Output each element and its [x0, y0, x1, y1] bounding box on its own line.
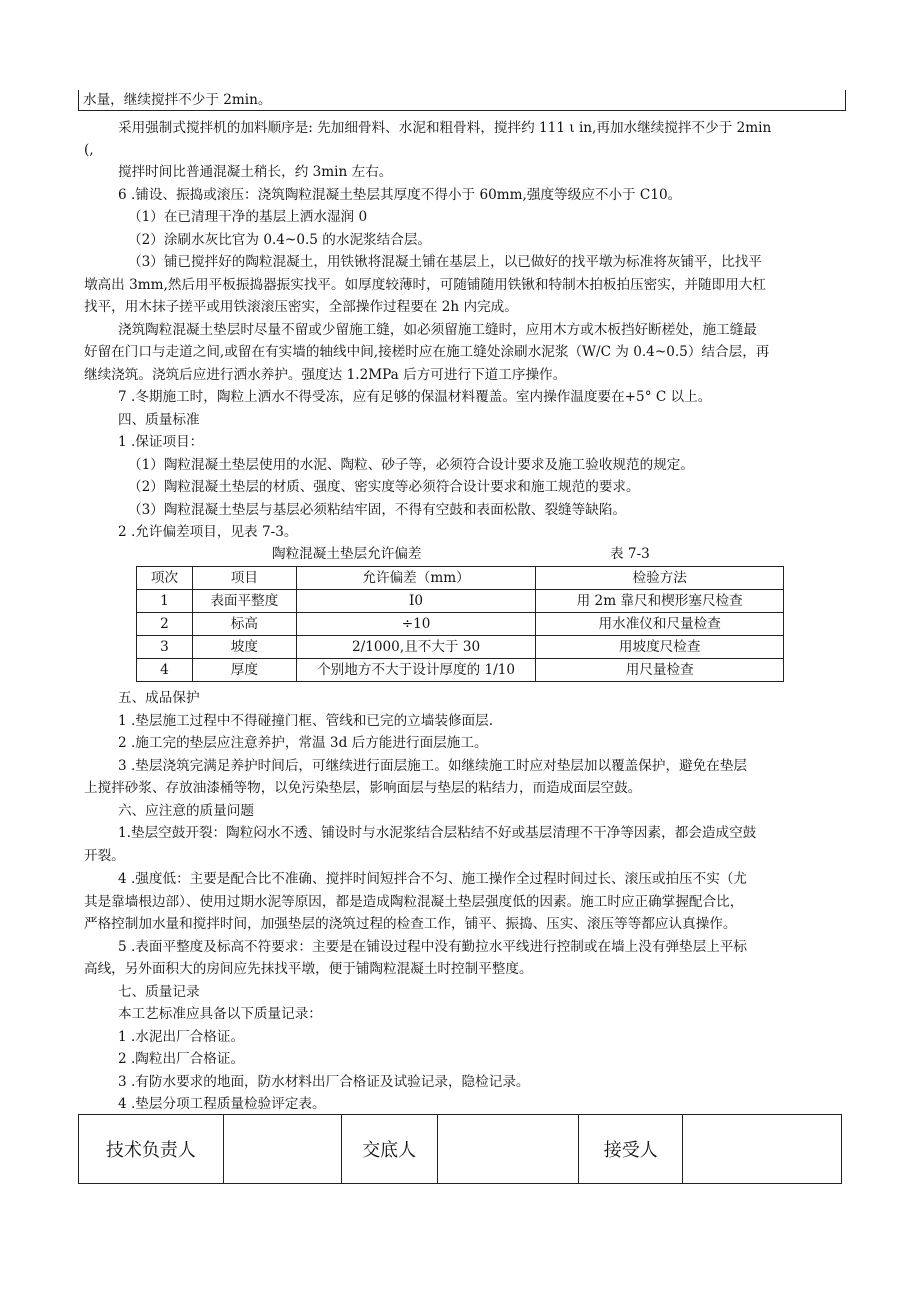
- paragraph-line: （1）在已清理干净的基层上洒水湿润 0: [128, 209, 368, 225]
- table-cell: 3: [137, 636, 193, 659]
- table-cell: 坡度: [192, 636, 296, 659]
- table-cell: 厚度: [192, 659, 296, 682]
- table-row: [137, 590, 784, 613]
- section-heading: 七、质量记录: [118, 984, 200, 1000]
- paragraph-line: 浇筑陶粒混凝土垫层时尽量不留或少留施工缝，如必须留施工缝时，应用木方或木板挡好断槎处，施工缝最: [118, 322, 757, 338]
- paragraph-line: 2 .陶粒出厂合格证。: [118, 1051, 245, 1067]
- table-cell: 4: [137, 659, 193, 682]
- section-heading: 六、应注意的质量问题: [118, 803, 254, 819]
- paragraph-line: 2 .允许偏差项目，见表 7-3。: [118, 524, 298, 540]
- section-heading: 五、成品保护: [118, 690, 200, 706]
- paragraph-line: 6 .铺设、振捣或滚压：浇筑陶粒混凝土垫层其厚度不得小于 60mm,强度等级应不小于 C10。: [118, 187, 682, 203]
- paragraph-line: 5 .表面平整度及标高不符要求：主要是在铺设过程中没有勤拉水平线进行控制或在墙上没有弹垫层上平标: [118, 939, 748, 955]
- table-header-cell: 检验方法: [536, 567, 784, 590]
- tech-lead-label: 技术负责人: [79, 1115, 224, 1184]
- paragraph-line: 上搅拌砂浆、存放油漆桶等物，以免污染垫层，影响面层与垫层的粘结力，而造成面层空鼓。: [84, 780, 642, 796]
- briefer-signature-cell[interactable]: [437, 1115, 579, 1184]
- paragraph-line: 2 .施工完的垫层应注意养护，常温 3d 后方能进行面层施工。: [118, 735, 488, 751]
- table-cell: 用坡度尺检查: [536, 636, 784, 659]
- table-header-row: [137, 567, 784, 590]
- paragraph-line: 严格控制加水量和搅拌时间，加强垫层的浇筑过程的检查工作，铺平、振捣、压实、滚压等等都应认真操作。: [84, 916, 737, 932]
- receiver-signature-cell[interactable]: [683, 1115, 842, 1184]
- paragraph-line: 本工艺标准应具备以下质量记录：: [118, 1006, 322, 1022]
- table-header-cell: 项目: [192, 567, 296, 590]
- tech-lead-signature-cell[interactable]: [223, 1115, 341, 1184]
- table-header-cell: 项次: [137, 567, 193, 590]
- table-cell: ÷10: [296, 613, 536, 636]
- deviation-table: [136, 566, 784, 682]
- table-cell: 2/1000,且不大于 30: [296, 636, 536, 659]
- paragraph-line: （2）涂刷水灰比官为 0.4~0.5 的水泥浆结合层。: [128, 232, 432, 248]
- paragraph-line: 高线，另外面积大的房间应先抹找平墩，便于铺陶粒混凝土时控制平整度。: [84, 961, 533, 977]
- paragraph-line: 其是靠墙根边部）、使用过期水泥等原因，都是造成陶粒混凝土垫层强度低的因素。施工时应正确掌握配合比，: [84, 894, 744, 910]
- paragraph-line: 采用强制式搅拌机的加料顺序是: 先加细骨料、水泥和粗骨料，搅拌约 111 ι in,再加水继续搅拌不少于 2min: [118, 120, 772, 136]
- table-cell: 个别地方不大于设计厚度的 1/10: [296, 659, 536, 682]
- paragraph-line: （2）陶粒混凝土垫层的材质、强度、密实度等必须符合设计要求和施工规范的要求。: [128, 479, 640, 495]
- briefer-label: 交底人: [341, 1115, 437, 1184]
- table-cell: I0: [296, 590, 536, 613]
- paragraph-line: 搅拌时间比普通混凝土稍长，约 3min 左右。: [118, 164, 393, 180]
- table-number: 表 7-3: [610, 546, 650, 562]
- paragraph-line: 1.垫层空鼓开裂：陶粒闷水不透、铺设时与水泥浆结合层粘结不好或基层清理不干净等因素，都会造成空鼓: [118, 825, 757, 841]
- signature-row: [79, 1115, 842, 1184]
- table-cell: 2: [137, 613, 193, 636]
- paragraph-line: 继续浇筑。浇筑后应进行洒水养护。强度达 1.2MPa 后方可进行下道工序操作。: [84, 367, 567, 383]
- paragraph-line: 1 .保证项目：: [118, 434, 204, 450]
- table-cell: 表面平整度: [192, 590, 296, 613]
- table-cell: 用 2m 靠尺和楔形塞尺检查: [536, 590, 784, 613]
- paragraph-line: 1 .水泥出厂合格证。: [118, 1029, 245, 1045]
- receiver-label: 接受人: [579, 1115, 683, 1184]
- paragraph-line: 1 .垫层施工过程中不得碰撞门框、管线和已完的立墙装修面层.: [118, 713, 494, 729]
- section-heading: 四、质量标准: [118, 412, 200, 428]
- table-cell: 标高: [192, 613, 296, 636]
- paragraph-line: （3）陶粒混凝土垫层与基层必须粘结牢固，不得有空鼓和表面松散、裂缝等缺陷。: [128, 502, 627, 518]
- signature-table: [78, 1114, 842, 1184]
- paragraph-line: 找平，用木抹子搓平或用铁滚滚压密实，全部操作过程要在 2h 内完成。: [84, 299, 518, 315]
- table-row: [137, 659, 784, 682]
- table-header-cell: 允许偏差（mm）: [296, 567, 536, 590]
- paragraph-line: 好留在门口与走道之间,或留在有实墙的轴线中间,接槎时应在施工缝处涂刷水泥浆（W/C 为 0.4~0.5）结合层，再: [84, 344, 770, 360]
- table-row: [137, 613, 784, 636]
- paragraph-line: 3 .垫层浇筑完满足养护时间后，可继续进行面层施工。如继续施工时应对垫层加以覆盖保护，避免在垫层: [118, 758, 748, 774]
- table-cell: 用水准仪和尺量检查: [536, 613, 784, 636]
- table-cell: 1: [137, 590, 193, 613]
- paragraph-line: （3）铺已搅拌好的陶粒混凝土，用铁锹将混凝土铺在基层上，以已做好的找平墩为标准将灰铺平，比找平: [128, 254, 762, 270]
- paragraph-line: 4 .垫层分项工程质量检验评定表。: [118, 1096, 326, 1112]
- continuation-box: [78, 90, 846, 111]
- paragraph-line: 开裂。: [84, 848, 125, 864]
- table-cell: 用尺量检查: [536, 659, 784, 682]
- paragraph-line: (,: [84, 142, 94, 158]
- paragraph-line: 墩高出 3mm,然后用平板振捣器振实找平。如厚度较薄时，可随铺随用铁锹和特制木拍板拍压密实，并随即用大杠: [84, 277, 766, 293]
- paragraph-line: （1）陶粒混凝土垫层使用的水泥、陶粒、砂子等，必须符合设计要求及施工验收规范的规定。: [128, 457, 694, 473]
- table-row: [137, 636, 784, 659]
- paragraph-line: 7 .冬期施工时，陶粒上洒水不得受冻，应有足够的保温材料覆盖。室内操作温度要在+5° C 以上。: [118, 389, 712, 405]
- continuation-text: 水量，继续搅拌不少于 2min。: [83, 92, 272, 108]
- paragraph-line: 3 .有防水要求的地面，防水材料出厂合格证及试验记录，隐检记录。: [118, 1074, 530, 1090]
- table-caption: 陶粒混凝土垫层允许偏差: [272, 546, 422, 562]
- paragraph-line: 4 .强度低：主要是配合比不准确、搅拌时间短拌合不匀、施工操作全过程时间过长、滚压或拍压不实（尤: [118, 871, 748, 887]
